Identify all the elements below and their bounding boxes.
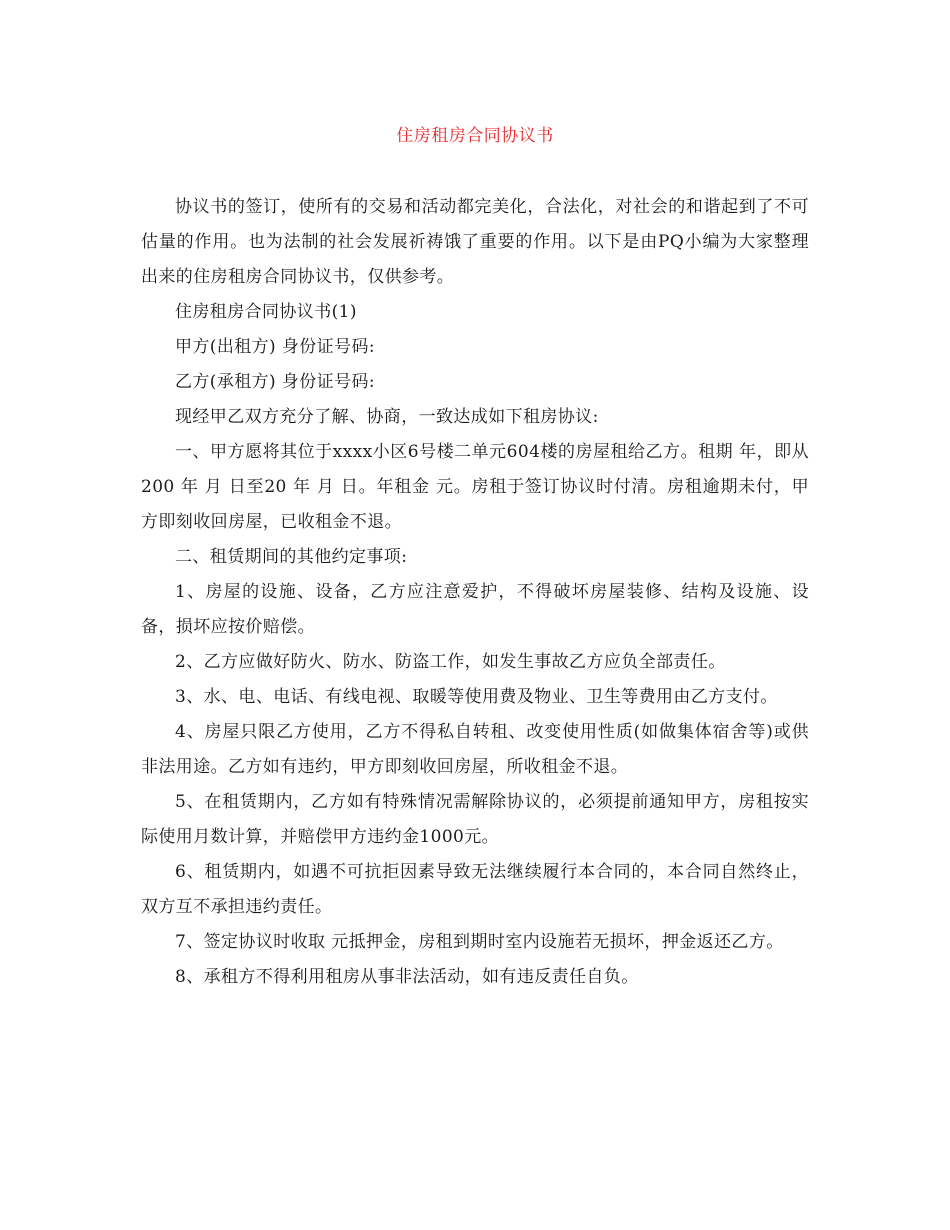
item-7: 7、签定协议时收取 元抵押金，房租到期时室内设施若无损坏，押金返还乙方。 [175, 932, 784, 952]
party-b-line: 乙方(承租方) 身份证号码: [175, 372, 375, 392]
agreement-statement: 现经甲乙双方充分了解、协商，一致达成如下租房协议: [175, 407, 599, 427]
intro-paragraph: 协议书的签订，使所有的交易和活动都完美化，合法化，对社会的和谐起到了不可估量的作用。也为法制的社会发展祈祷饿了重要的作用。以下是由PQ小编为大家整理出来的住房租房合同协议书，仅供参考。 [141, 197, 809, 287]
item-6: 6、租赁期内，如遇不可抗拒因素导致无法继续履行本合同的，本合同自然终止，双方互不承担违约责任。 [141, 862, 809, 917]
item-3: 3、水、电、电话、有线电视、取暖等使用费及物业、卫生等费用由乙方支付。 [175, 687, 778, 707]
party-a-line: 甲方(出租方) 身份证号码: [175, 337, 375, 357]
section-heading: 住房租房合同协议书(1) [175, 302, 357, 322]
clause-2-heading: 二、租赁期间的其他约定事项: [175, 547, 408, 567]
item-8: 8、承租方不得利用租房从事非法活动，如有违反责任自负。 [175, 967, 639, 987]
clause-1: 一、甲方愿将其位于xxxx小区6号楼二单元604楼的房屋租给乙方。租期 年，即从200 年 月 日至20 年 月 日。年租金 元。房租于签订协议时付清。房租逾期未付，甲方即刻收回房屋，已收租金不退。 [141, 442, 809, 532]
document-title: 住房租房合同协议书 [396, 126, 554, 146]
item-2: 2、乙方应做好防火、防水、防盗工作，如发生事故乙方应负全部责任。 [175, 652, 726, 672]
item-1: 1、房屋的设施、设备，乙方应注意爱护，不得破坏房屋装修、结构及设施、设备，损坏应按价赔偿。 [141, 582, 809, 637]
item-5: 5、在租赁期内，乙方如有特殊情况需解除协议的，必须提前通知甲方，房租按实际使用月数计算，并赔偿甲方违约金1000元。 [141, 792, 809, 847]
document-body [141, 190, 809, 995]
item-4: 4、房屋只限乙方使用，乙方不得私自转租、改变使用性质(如做集体宿舍等)或供非法用途。乙方如有违约，甲方即刻收回房屋，所收租金不退。 [141, 722, 809, 777]
